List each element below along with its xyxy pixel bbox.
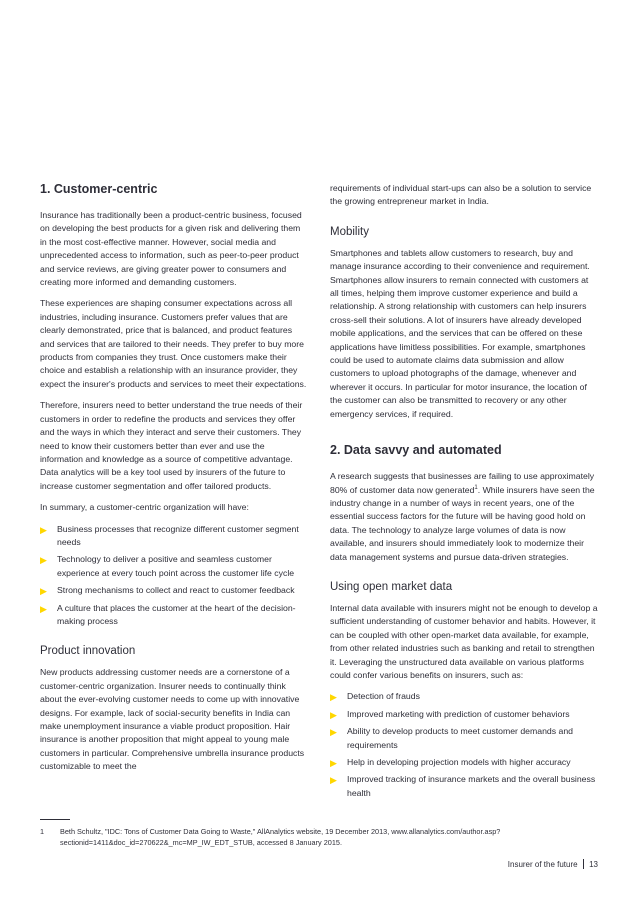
footer-divider (583, 859, 585, 869)
benefits-list (330, 690, 598, 800)
paragraph: Smartphones and tablets allow customers to research, buy and manage insurance according to their convenience and requirement. Smartphones allow insurers to remain connected with customers at all times, helping them improve customer experience and build a relationship. A strong relationship with customers can help insurers cross-sell their solutions. A lot of insurers have already developed mobile applications, and the services that can be offered on these applications have limitless possibilities. For example, smartphones could be used to automate claims data submission and allow customers to upload photographs of the damage, whenever and wherever it occurs. In particular for motor insurance, the location of the customer can also be transmitted to recovery or any other emergency services, if required. (330, 247, 590, 419)
list-item-text: A culture that places the customer at the heart of the decision-making process (57, 602, 296, 626)
list-item (330, 773, 598, 800)
triangle-right-icon: ▶ (40, 524, 47, 535)
subheading-product-innovation: Product innovation (40, 645, 136, 658)
triangle-right-icon: ▶ (330, 727, 337, 738)
triangle-right-icon: ▶ (330, 692, 337, 703)
footnote-number: 1 (40, 827, 45, 836)
footnote-divider (40, 819, 70, 820)
list-item (330, 725, 598, 752)
list-item-text: Strong mechanisms to collect and react to customer feedback (57, 585, 295, 596)
list-item-text: Help in developing projection models with higher accuracy (347, 757, 571, 767)
list-item (330, 708, 598, 721)
customer-centric-list (40, 523, 308, 629)
triangle-right-icon: ▶ (330, 709, 337, 720)
paragraph-text: A research suggests that businesses are failing to use approximately 80% of customer data now generated (330, 471, 595, 495)
footnote-ref: 1 (474, 484, 478, 491)
paragraph: In summary, a customer-centric organization will have: (40, 502, 249, 513)
list-item-text: Technology to deliver a positive and seamless customer experience at every touch point across the customer life cycle (57, 554, 295, 578)
list-item-text: Improved tracking of insurance markets and the overall business health (347, 774, 596, 798)
list-item (40, 584, 308, 597)
section-heading-data-savvy: 2. Data savvy and automated (330, 443, 502, 458)
paragraph: Insurance has traditionally been a product-centric business, focused on developing the best products for a given risk and delivering them in the most cost-effective manner. However, social media and unprecedented access to information, such as peer-to-peer product and service reviews, are giving greater power to consumers and creating more informed and demanding customers. (40, 210, 302, 288)
paragraph: Internal data available with insurers might not be enough to develop a sufficient understanding of customer behavior and habits. However, it can be coupled with other open-market data available, for example, from other related industries such as banking and retail to strengthen it. Leveraging the unstructured data available on various platforms could confer various benefits on insurers, such as: (330, 602, 598, 680)
right-column (330, 182, 598, 808)
page-number: 13 (589, 860, 598, 869)
paragraph: Therefore, insurers need to better understand the true needs of their customers in order to redefine the products and services they offer and the ways in which they interact and serve their customers. They need to know their customers better than ever and use the information and knowledge as a source of competitive advantage. Data analytics will be a key tool used by insurers of the future to increase customer segmentation and offer tailored products. (40, 400, 303, 491)
triangle-right-icon: ▶ (330, 775, 337, 786)
list-item (330, 690, 598, 703)
triangle-right-icon: ▶ (40, 603, 47, 614)
footnote-text: Beth Schultz, "IDC: Tons of Customer Data Going to Waste," AllAnalytics website, 19 December 2013, www.allanalytics.com/author.asp?sectionid=1411&doc_id=270622&_mc=MP_IW_EDT_STUB, accessed 8 January 2015. (60, 827, 501, 847)
list-item-text: Business processes that recognize different customer segment needs (57, 523, 299, 547)
list-item-text: Improved marketing with prediction of customer behaviors (347, 708, 570, 719)
footer-title: Insurer of the future (507, 860, 578, 869)
paragraph: requirements of individual start-ups can also be a solution to service the growing entrepreneur market in India. (330, 183, 592, 207)
list-item (40, 553, 308, 580)
list-item (330, 756, 598, 769)
list-item-text: Ability to develop products to meet customer demands and requirements (347, 726, 573, 750)
subheading-open-market-data: Using open market data (330, 580, 453, 593)
triangle-right-icon: ▶ (40, 555, 47, 566)
left-column (40, 182, 308, 782)
section-heading-customer-centric: 1. Customer-centric (40, 182, 158, 196)
footnote (40, 826, 600, 848)
paragraph: New products addressing customer needs are a cornerstone of a customer-centric organization. Insurer needs to continually think about the ever-evolving customer needs to come up with innovative designs. For example, lack of social-security benefits in India can make unemployment insurance a viable product proposition. Hair insurance is another proposition that might appeal to young male customers in particular. Comprehensive umbrella insurance products customizable to meet the (40, 667, 305, 772)
paragraph: These experiences are shaping consumer expectations across all industries, including insurance. Customers prefer values that are clearly demonstrated, price that is balanced, and product features and services that are tailored to their needs. They prefer to buy more products from companies they trust. Once customers make their choice and establish a relationship with an insurance provider, they expect the insurer's products and services to meet their expectations. (40, 298, 307, 389)
list-item (40, 602, 308, 629)
paragraph-text: . While insurers have seen the industry change in a number of ways in recent years, one of the essential success factors for the future will be having good hold on data. The technology to analyze large volumes of data is now available, and insurers should immediately look to modernize their data management systems and pursue data-driven strategies. (330, 484, 595, 562)
paragraph (330, 470, 598, 564)
list-item (40, 523, 308, 550)
subheading-mobility: Mobility (330, 225, 369, 238)
list-item-text: Detection of frauds (347, 691, 420, 702)
page-footer (508, 859, 598, 869)
triangle-right-icon: ▶ (330, 758, 337, 768)
triangle-right-icon: ▶ (40, 586, 47, 597)
